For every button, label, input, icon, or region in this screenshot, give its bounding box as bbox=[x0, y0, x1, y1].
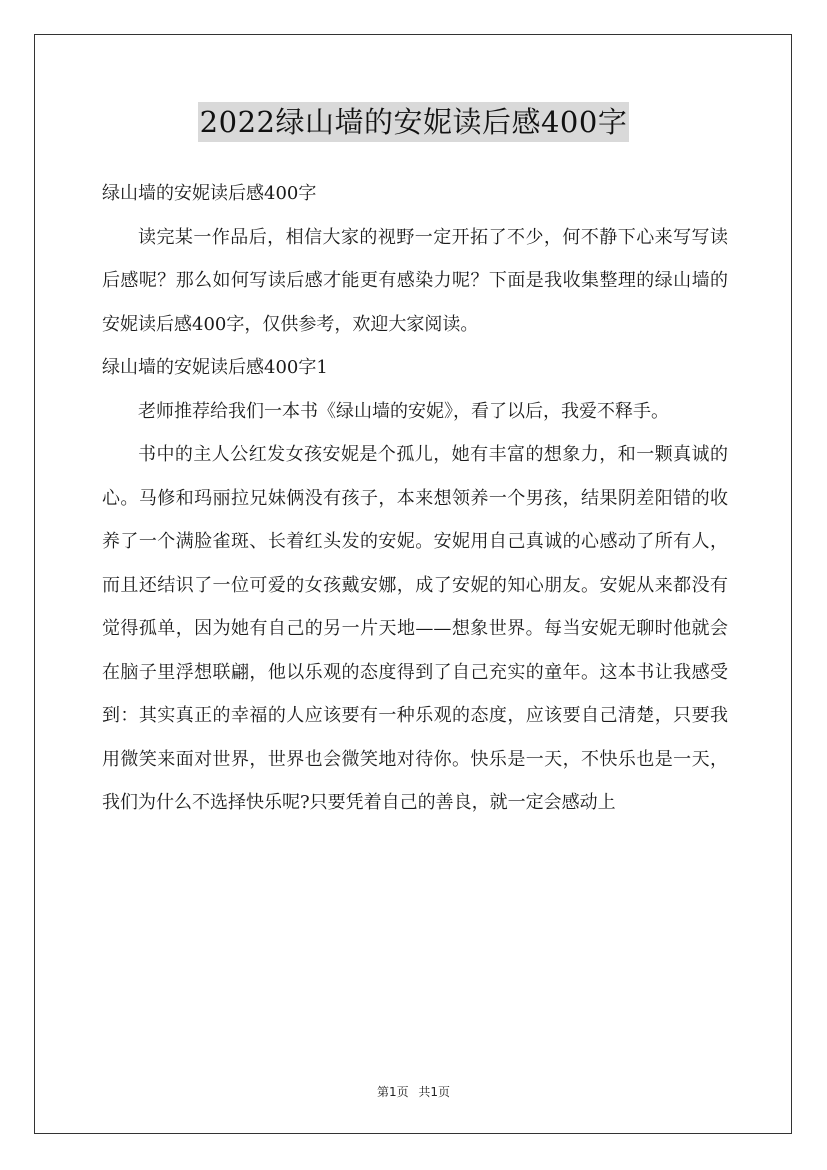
paragraph: 绿山墙的安妮读后感400字1 bbox=[102, 357, 328, 378]
document-title: 2022绿山墙的安妮读后感400字 bbox=[198, 102, 630, 142]
page-total: 共1页 bbox=[418, 1085, 451, 1099]
document-body bbox=[102, 172, 728, 825]
paragraph: 老师推荐给我们一本书《绿山墙的安妮》，看了以后，我爱不释手。 bbox=[138, 400, 669, 422]
paragraph: 绿山墙的安妮读后感400字 bbox=[102, 183, 317, 204]
page-footer bbox=[0, 1083, 827, 1100]
paragraph: 书中的主人公红发女孩安妮是个孤儿，她有丰富的想象力，和一颗真诚的心。马修和玛丽拉兄妹俩没有孩子，本来想领养一个男孩，结果阴差阳错的收养了一个满脸雀斑、长着红头发的安妮。安妮用自己真诚的心感动了所有人，而且还结识了一位可爱的女孩戴安娜，成了安妮的知心朋友。安妮从来都没有觉得孤单，因为她有自己的另一片天地——想象世界。每当安妮无聊时他就会在脑子里浮想联翩，他以乐观的态度得到了自己充实的童年。这本书让我感受到：其实真正的幸福的人应该要有一种乐观的态度，应该要自己清楚，只要我用微笑来面对世界，世界也会微笑地对待你。快乐是一天，不快乐也是一天，我们为什么不选择快乐呢?只要凭着自己的善良，就一定会感动上 bbox=[102, 444, 728, 813]
title-wrap bbox=[0, 102, 827, 142]
page-number: 第1页 bbox=[376, 1085, 409, 1099]
paragraph: 读完某一作品后，相信大家的视野一定开拓了不少，何不静下心来写写读后感呢？那么如何写读后感才能更有感染力呢？下面是我收集整理的绿山墙的安妮读后感400字，仅供参考，欢迎大家阅读。 bbox=[102, 226, 728, 335]
